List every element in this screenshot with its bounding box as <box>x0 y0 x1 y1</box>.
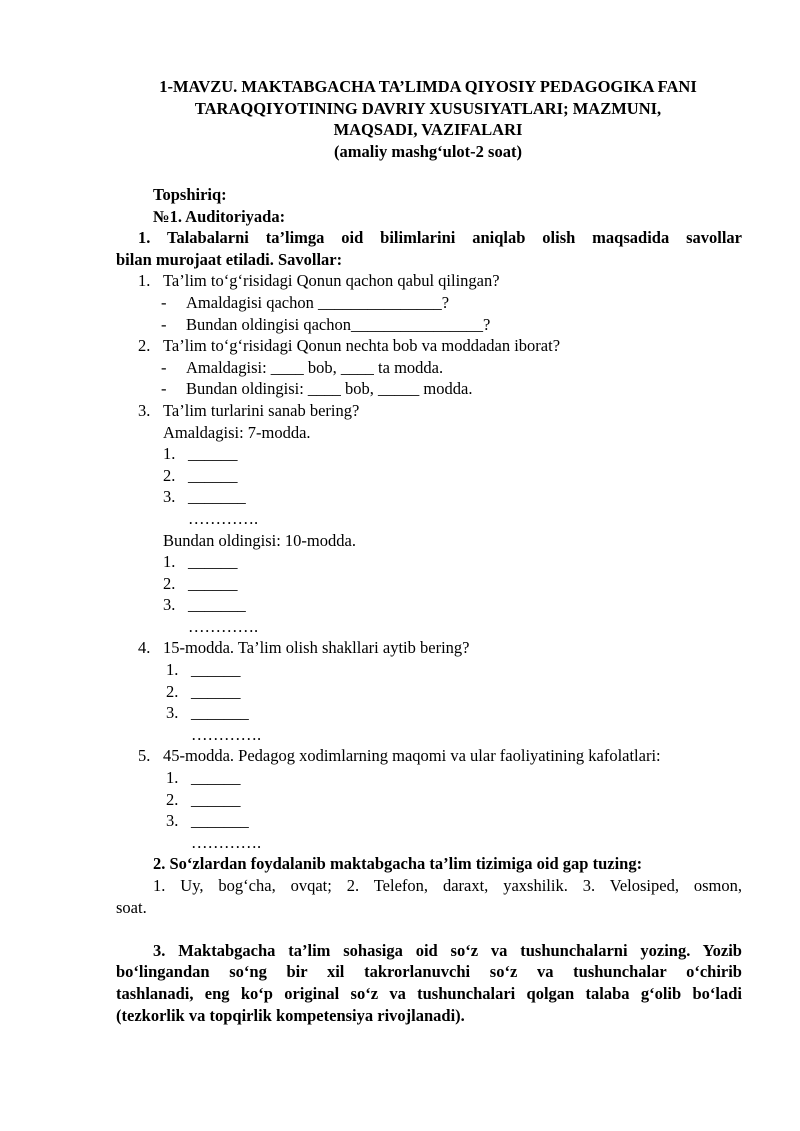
ellipsis: …………. <box>191 832 262 852</box>
blank-line: 3. _______ <box>166 703 249 723</box>
title-line: 1-MAVZU. MAKTABGACHA TA’LIMDA QIYOSIY PEDAGOGIKA FANI <box>159 77 697 96</box>
question-4: 4. 15-modda. Ta’lim olish shakllari aytib bering? <box>138 638 470 658</box>
ellipsis: …………. <box>188 508 259 528</box>
document-title <box>100 76 756 162</box>
section2-heading: 2. So‘zlardan foydalanib maktabgacha ta’lim tizimiga oid gap tuzing: <box>153 854 643 874</box>
document-body <box>116 184 742 1026</box>
blank-line: 1. ______ <box>166 660 241 680</box>
question-2: 2. Ta’lim to‘g‘risidagi Qonun nechta bob va moddadan iborat? <box>138 336 561 356</box>
question-3: 3. Ta’lim turlarini sanab bering? <box>138 400 360 420</box>
section3-text: 3. Maktabgacha ta’lim sohasiga oid so‘z va tushunchalarni yozing. Yozib <box>153 940 742 960</box>
answer-line: - Amaldagisi: ____ bob, ____ ta modda. <box>161 357 444 377</box>
answer-line: - Bundan oldingisi: ____ bob, _____ modda. <box>161 379 473 399</box>
task-heading: Topshiriq: <box>153 185 227 204</box>
subheading: Bundan oldingisi: 10-modda. <box>163 530 356 550</box>
blank-line: 1. ______ <box>166 768 241 788</box>
blank-line: 1. ______ <box>163 552 238 572</box>
answer-line: - Amaldagisi qachon _______________? <box>161 292 450 312</box>
blank-line: 2. ______ <box>163 573 238 593</box>
title-line: TARAQQIYOTINING DAVRIY XUSUSIYATLARI; MAZMUNI, <box>194 98 662 118</box>
blank-line: 3. _______ <box>166 811 249 831</box>
title-line: MAQSADI, VAZIFALARI <box>333 120 523 140</box>
subheading: Amaldagisi: 7-modda. <box>163 422 311 442</box>
section2-text: 1. Uy, bog‘cha, ovqat; 2. Telefon, daraxt, yaxshilik. 3. Velosiped, osmon, <box>153 876 742 895</box>
ellipsis: …………. <box>191 724 262 744</box>
ellipsis: …………. <box>188 616 259 636</box>
title-subtitle: (amaliy mashg‘ulot-2 soat) <box>334 141 522 161</box>
section3-text: (tezkorlik va topqirlik kompetensiya rivojlanadi). <box>116 1005 465 1025</box>
blank-line: 3. _______ <box>163 595 246 615</box>
answer-line: - Bundan oldingisi qachon________________? <box>161 314 491 334</box>
blank-line: 2. ______ <box>166 681 241 701</box>
blank-line: 1. ______ <box>163 444 238 464</box>
blank-line: 2. ______ <box>166 789 241 809</box>
section3-text: bo‘lingandan so‘ng bir xil takrorlanuvchi so‘z va tushunchalar o‘chirib <box>116 962 742 982</box>
section2-text: soat. <box>116 897 147 917</box>
section3-text: tashlanadi, eng ko‘p original so‘z va tushunchalari qolgan talaba g‘olib bo‘ladi <box>116 983 742 1003</box>
blank-line: 3. _______ <box>163 487 246 507</box>
question-5: 5. 45-modda. Pedagog xodimlarning maqomi va ular faoliyatining kafolatlari: <box>138 746 661 766</box>
section1-text: bilan murojaat etiladi. Savollar: <box>116 249 343 269</box>
section1-text: 1. Talabalarni ta’limga oid bilimlarini aniqlab olish maqsadida savollar <box>138 228 742 248</box>
auditory-heading: №1. Auditoriyada: <box>153 206 286 226</box>
question-1: 1. Ta’lim to‘g‘risidagi Qonun qachon qabul qilingan? <box>138 271 500 291</box>
blank-line: 2. ______ <box>163 465 238 485</box>
